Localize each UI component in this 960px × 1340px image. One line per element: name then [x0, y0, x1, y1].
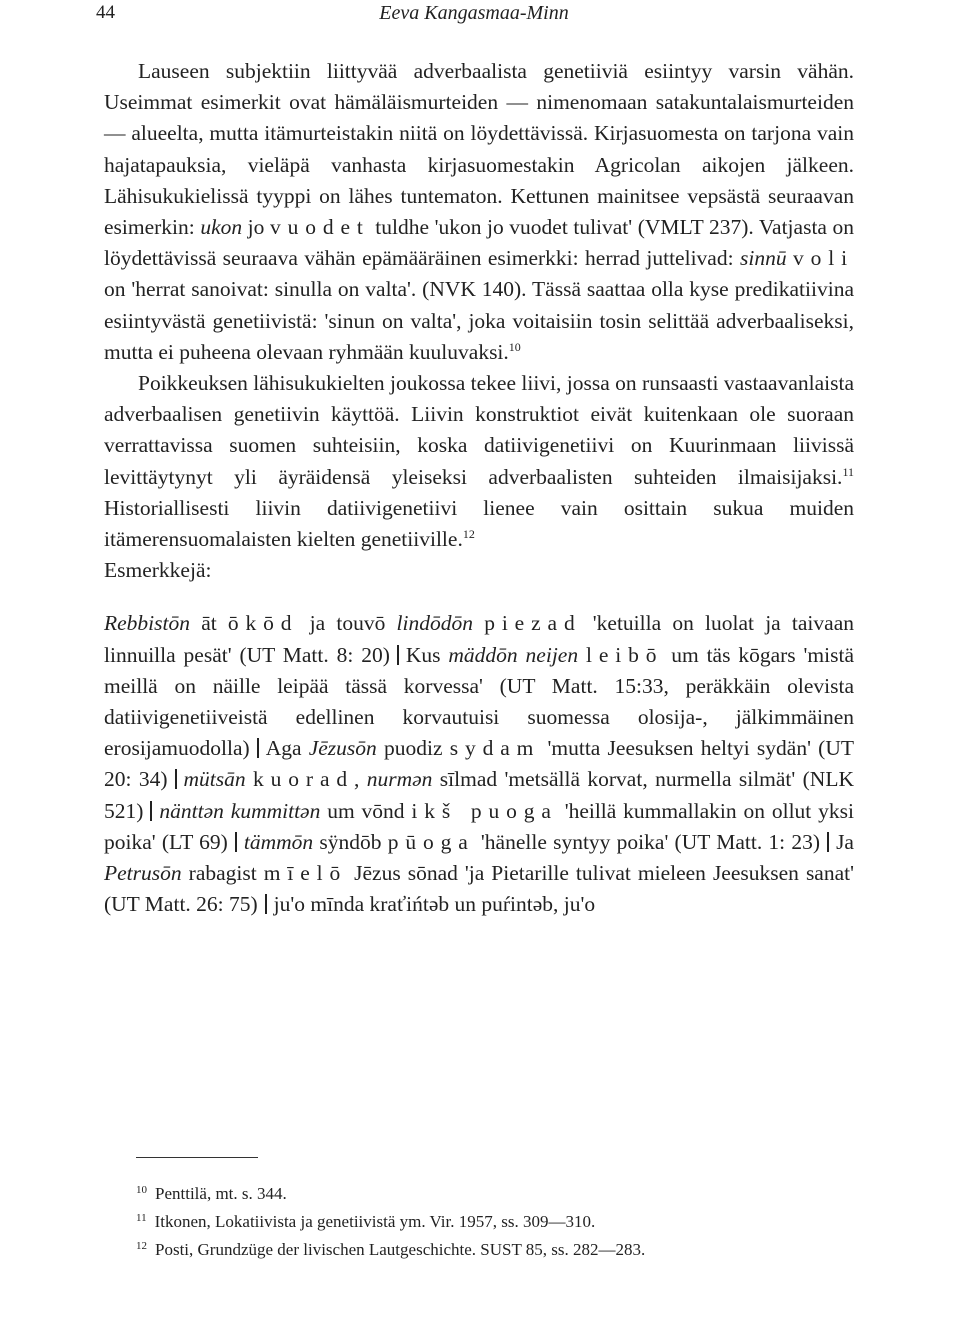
page-number: 44: [96, 2, 115, 23]
example-separator: [150, 801, 152, 821]
footnote-ref-11[interactable]: 11: [842, 464, 854, 479]
footnotes: [136, 1180, 856, 1264]
example-separator: [397, 645, 399, 665]
examples-label: Esmerkkejä:: [104, 558, 212, 583]
example-separator: [175, 769, 177, 789]
footnote-12: $^{12}$ Posti, Grundzüge der livischen Lautgeschichte. SUST 85, ss. 282—283.: [136, 1240, 646, 1259]
example-separator: [827, 832, 829, 852]
running-title: Eeva Kangasmaa-Minn: [379, 2, 569, 24]
example-separator: [257, 738, 259, 758]
footnote-10: $^{10}$ Penttilä, mt. s. 344.: [136, 1184, 287, 1203]
examples-block: Rebbistōn āt ōkōd ja touvō lindōdōn piezad 'ketuilla on luolat ja taivaan linnuilla pesät' (UT Matt. 8: 20) Kus mäddōn neijen leibō um täs kōgars 'mistä meillä on näille leipää tässä korvessa' (UT Matt. 15:33, peräkkäin olevista datiivigenetiiveistä edellinen korvautuisi suomessa olosija-, jälkimmäinen erosijamuodolla) Aga Jēzusōn puodiz sydam 'mutta Jeesuksen heltyi sydän' (UT 20: 34) mütsān kuorad, nurmən sīlmad 'metsällä korvat, nurmella silmät' (NLK 521) nänttən kummittən um vōnd ikš puoga 'heillä kummallakin on ollut yksi poika' (LT 69) tämmōn sÿndōb pūoga 'hänelle syntyy poika' (UT Matt. 1: 23) Ja Petrusōn rabagist mīelō Jēzus sōnad 'ja Pietarille tulivat mieleen Jeesuksen sanat' (UT Matt. 26: 75) ju'o mīnda kraťińtəb un puŕintəb, ju'o: [104, 611, 854, 917]
footnote-ref-10[interactable]: 10: [508, 339, 521, 354]
example-separator: [235, 832, 237, 852]
footnote-11: $^{11}$ Itkonen, Lokatiivista ja genetiivistä ym. Vir. 1957, ss. 309—310.: [136, 1212, 596, 1231]
paragraph-2: Poikkeuksen lähisukukielten joukossa tekee liivi, jossa on runsaasti vastaavanlaista adverbaalisen genetiivin käyttöä. Liivin konstruktiot eivät kuitenkaan ole suoraan verrattavissa suomen suhteisiin, koska datiivigenetiivi on Kuurinmaan liivissä levittäytynyt yli äyräidensä yleiseksi adverbaalisten suhteiden ilmaisijaksi.$^{11}$ Historiallisesti liivin datiivigenetiivi lienee vain osittain sukua muiden itämerensuomalaisten kielten genetiiville.$^{12}$: [104, 371, 854, 552]
body-text: [104, 56, 854, 920]
footnote-rule: [136, 1157, 258, 1158]
footnote-ref-12[interactable]: 12: [462, 527, 475, 542]
paragraph-1: Lauseen subjektiin liittyvää adverbaalista genetiiviä esiintyy varsin vähän. Useimmat esimerkit ovat hämäläismurteiden — nimenomaan satakuntalaismurteiden — alueelta, mutta itämurteistakin niitä on löydettävissä. Kirjasuomesta on tarjona vain hajatapauksia, vieläpä vanhasta kirjasuomestakin Agricolan aikojen jälkeen. Lähisukukielissä tyyppi on lähes tuntematon. Kettunen mainitsee vepsästä seuraavan esimerkin: ukon jo vuodet tuldhe 'ukon jo vuodet tulivat' (VMLT 237). Vatjasta on löydettävissä seuraava vähän epämääräinen esimerkki: herrad juttelivad: sinnū voli on 'herrat sanoivat: sinulla on valta'. (NVK 140). Tässä saattaa olla kyse predikatiivina esiintyvästä genetiivistä: 'sinun on valta', joka voitaisiin tosin selittää adverbaaliseksi, mutta ei puheena olevaan ryhmään kuuluvaksi.$^{10}$: [104, 59, 855, 364]
page-header: [96, 2, 852, 32]
example-separator: [265, 894, 267, 914]
